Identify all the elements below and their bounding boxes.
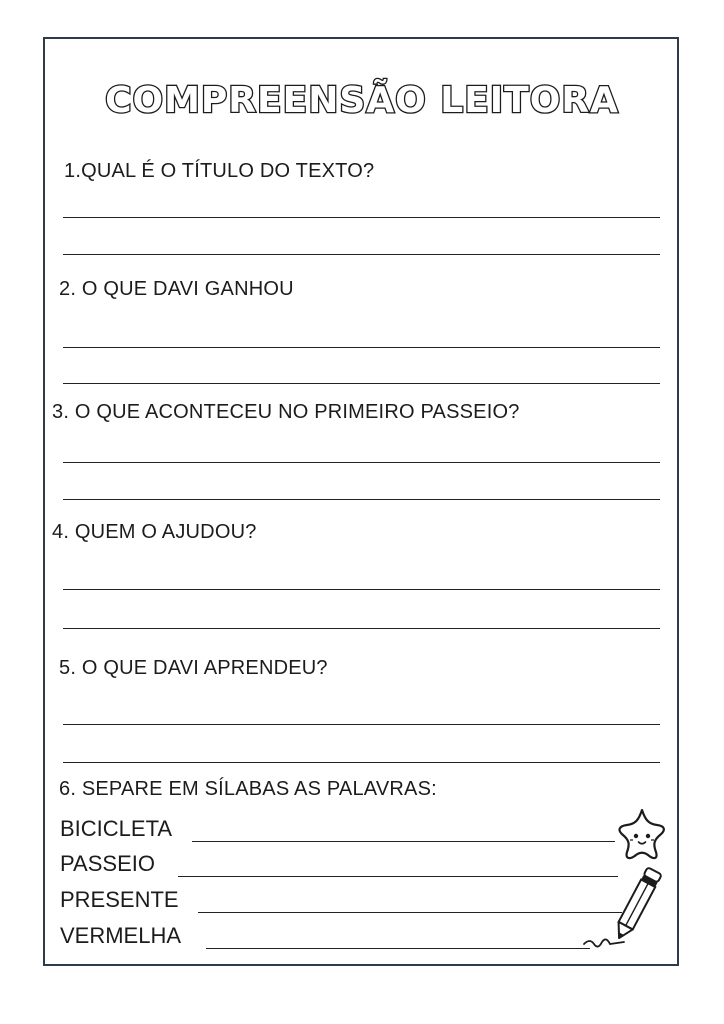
syllable-line-3[interactable] [198,912,622,913]
answer-line-5b[interactable] [63,762,660,763]
answer-line-3b[interactable] [63,499,660,500]
answer-line-4b[interactable] [63,628,660,629]
syllable-line-1[interactable] [192,841,615,842]
answer-line-3a[interactable] [63,462,660,463]
title-text: COMPREENSÃO LEITORA [105,80,619,121]
word-row-vermelha [60,923,630,951]
question-6: 6. SEPARE EM SÍLABAS AS PALAVRAS: [59,778,437,800]
word-row-presente [60,887,630,915]
syllable-line-2[interactable] [178,876,618,877]
word-row-passeio [60,851,630,879]
question-3: 3. O QUE ACONTECEU NO PRIMEIRO PASSEIO? [52,401,520,423]
word-label: BICICLETA [60,816,173,841]
answer-line-5a[interactable] [63,724,660,725]
star-icon [612,804,672,864]
pencil-icon [580,862,680,954]
answer-line-4a[interactable] [63,589,660,590]
word-label: PASSEIO [60,851,155,876]
syllable-line-4[interactable] [206,948,590,949]
answer-line-1a[interactable] [63,217,660,218]
worksheet-title [0,62,724,132]
question-1: 1.QUAL É O TÍTULO DO TEXTO? [64,160,375,182]
word-row-bicicleta [60,816,630,844]
question-2: 2. O QUE DAVI GANHOU [59,278,294,300]
question-4: 4. QUEM O AJUDOU? [52,521,257,543]
word-label: PRESENTE [60,887,179,912]
word-label: VERMELHA [60,923,182,948]
answer-line-2b[interactable] [63,383,660,384]
answer-line-2a[interactable] [63,347,660,348]
answer-line-1b[interactable] [63,254,660,255]
question-5: 5. O QUE DAVI APRENDEU? [59,657,328,679]
